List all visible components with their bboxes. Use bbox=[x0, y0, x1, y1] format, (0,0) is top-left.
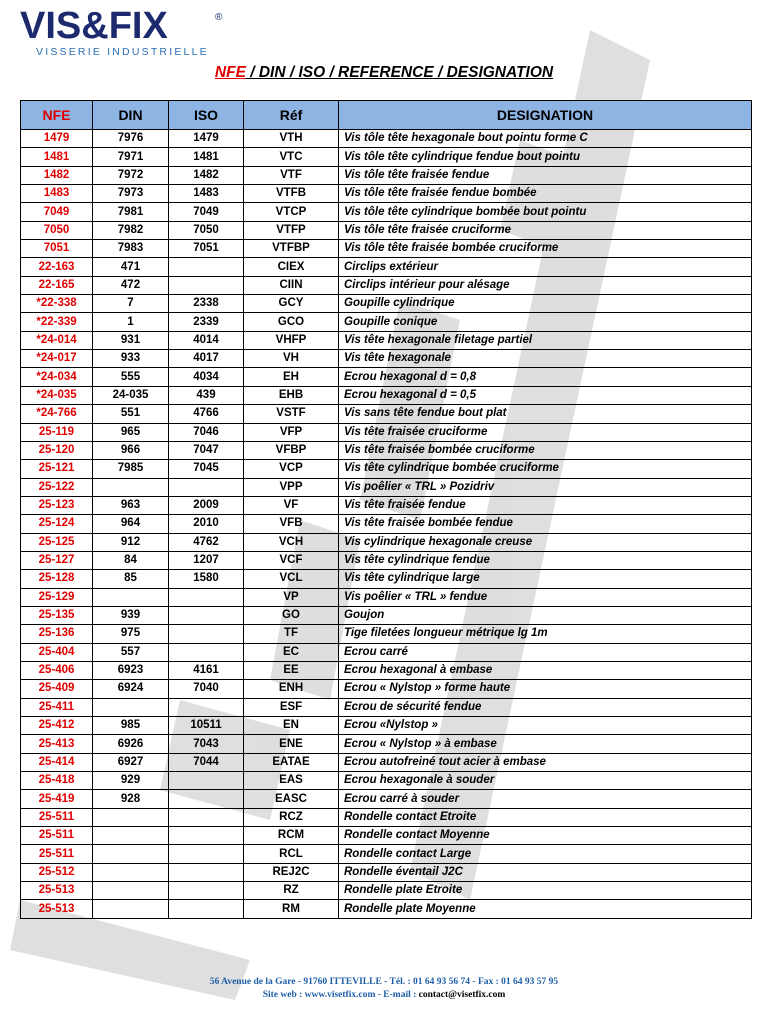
table-row bbox=[21, 460, 752, 478]
cell-ref: VCH bbox=[244, 533, 339, 551]
footer-address: 56 Avenue de la Gare - 91760 ITTEVILLE - Tél. : 01 64 93 56 74 - Fax : 01 64 93 57 95 bbox=[209, 977, 559, 987]
cell-iso bbox=[169, 606, 244, 624]
cell-ref: RZ bbox=[244, 882, 339, 900]
cell-ref: EAS bbox=[244, 772, 339, 790]
cell-nfe: 25-418 bbox=[21, 772, 93, 790]
cell-designation: Rondelle contact Moyenne bbox=[339, 827, 752, 845]
cell-nfe: 25-127 bbox=[21, 551, 93, 569]
cell-designation: Ecrou de sécurité fendue bbox=[339, 698, 752, 716]
cell-designation: Vis poêlier « TRL » Pozidriv bbox=[339, 478, 752, 496]
table-row bbox=[21, 331, 752, 349]
cell-din: 912 bbox=[93, 533, 169, 551]
cell-din: 555 bbox=[93, 368, 169, 386]
table-row bbox=[21, 827, 752, 845]
cell-ref: EE bbox=[244, 661, 339, 679]
table-row bbox=[21, 441, 752, 459]
table-row bbox=[21, 661, 752, 679]
cell-iso: 7051 bbox=[169, 240, 244, 258]
cell-ref: GCO bbox=[244, 313, 339, 331]
table-row bbox=[21, 606, 752, 624]
cell-ref: VCL bbox=[244, 570, 339, 588]
table-row bbox=[21, 423, 752, 441]
cell-din: 931 bbox=[93, 331, 169, 349]
cell-iso: 4766 bbox=[169, 405, 244, 423]
cell-din: 7973 bbox=[93, 185, 169, 203]
cell-iso bbox=[169, 588, 244, 606]
cell-iso: 7046 bbox=[169, 423, 244, 441]
table-row bbox=[21, 368, 752, 386]
table-row bbox=[21, 772, 752, 790]
cell-designation: Rondelle contact Etroite bbox=[339, 808, 752, 826]
cell-designation: Ecrou «Nylstop » bbox=[339, 717, 752, 735]
cell-din: 1 bbox=[93, 313, 169, 331]
cell-designation: Vis tôle tête hexagonale bout pointu forme C bbox=[339, 130, 752, 148]
logo-registered-mark: ® bbox=[215, 12, 223, 23]
cell-nfe: 25-135 bbox=[21, 606, 93, 624]
page-title bbox=[0, 64, 768, 82]
title-rest: / DIN / ISO / REFERENCE / DESIGNATION bbox=[245, 64, 554, 81]
table-row bbox=[21, 240, 752, 258]
cell-iso: 2338 bbox=[169, 295, 244, 313]
cell-ref: VPP bbox=[244, 478, 339, 496]
cell-ref: VTFP bbox=[244, 221, 339, 239]
cell-ref: CIIN bbox=[244, 276, 339, 294]
table-row bbox=[21, 588, 752, 606]
cell-nfe: 25-414 bbox=[21, 753, 93, 771]
cell-ref: VH bbox=[244, 350, 339, 368]
table-header-row bbox=[21, 101, 752, 130]
cell-ref: RM bbox=[244, 900, 339, 918]
cell-nfe: 25-511 bbox=[21, 808, 93, 826]
cell-ref: EATAE bbox=[244, 753, 339, 771]
cell-ref: VFB bbox=[244, 515, 339, 533]
cell-ref: VCP bbox=[244, 460, 339, 478]
cell-ref: VF bbox=[244, 496, 339, 514]
table-row bbox=[21, 900, 752, 918]
cell-nfe: 25-406 bbox=[21, 661, 93, 679]
cell-designation: Vis tête fraisée cruciforme bbox=[339, 423, 752, 441]
cell-designation: Vis tôle tête fraisée cruciforme bbox=[339, 221, 752, 239]
cell-din bbox=[93, 478, 169, 496]
cell-designation: Rondelle éventail J2C bbox=[339, 863, 752, 881]
table-row bbox=[21, 643, 752, 661]
cell-din: 7985 bbox=[93, 460, 169, 478]
cell-designation: Rondelle plate Etroite bbox=[339, 882, 752, 900]
cell-din: 6926 bbox=[93, 735, 169, 753]
cell-din: 85 bbox=[93, 570, 169, 588]
cell-nfe: *24-766 bbox=[21, 405, 93, 423]
cell-iso: 2009 bbox=[169, 496, 244, 514]
cell-din: 964 bbox=[93, 515, 169, 533]
cell-iso: 7040 bbox=[169, 680, 244, 698]
cell-designation: Vis tôle tête fraisée bombée cruciforme bbox=[339, 240, 752, 258]
cell-nfe: 7051 bbox=[21, 240, 93, 258]
table-row bbox=[21, 753, 752, 771]
table-row bbox=[21, 496, 752, 514]
table-row bbox=[21, 735, 752, 753]
table-row bbox=[21, 203, 752, 221]
cell-iso: 4034 bbox=[169, 368, 244, 386]
cell-ref: GCY bbox=[244, 295, 339, 313]
cell-ref: VTH bbox=[244, 130, 339, 148]
table-row bbox=[21, 680, 752, 698]
cell-designation: Goujon bbox=[339, 606, 752, 624]
cell-nfe: 25-404 bbox=[21, 643, 93, 661]
table-row bbox=[21, 386, 752, 404]
cell-nfe: *24-034 bbox=[21, 368, 93, 386]
cell-nfe: 25-128 bbox=[21, 570, 93, 588]
cell-ref: VP bbox=[244, 588, 339, 606]
cell-din: 985 bbox=[93, 717, 169, 735]
cell-nfe: 25-513 bbox=[21, 882, 93, 900]
cell-ref: VFP bbox=[244, 423, 339, 441]
cell-din: 24-035 bbox=[93, 386, 169, 404]
table-row bbox=[21, 625, 752, 643]
table-row bbox=[21, 845, 752, 863]
cell-ref: VTC bbox=[244, 148, 339, 166]
cell-nfe: *22-339 bbox=[21, 313, 93, 331]
cell-designation: Vis tête hexagonale filetage partiel bbox=[339, 331, 752, 349]
cell-ref: EN bbox=[244, 717, 339, 735]
cell-nfe: 7050 bbox=[21, 221, 93, 239]
cell-din bbox=[93, 827, 169, 845]
cell-din: 929 bbox=[93, 772, 169, 790]
cell-iso: 1207 bbox=[169, 551, 244, 569]
footer-website: Site web : www.visetfix.com - E-mail : bbox=[262, 990, 419, 1000]
cell-iso: 1479 bbox=[169, 130, 244, 148]
cell-designation: Vis tôle tête fraisée fendue bombée bbox=[339, 185, 752, 203]
table-row bbox=[21, 313, 752, 331]
header-iso: ISO bbox=[169, 101, 244, 130]
cell-din bbox=[93, 698, 169, 716]
cell-iso bbox=[169, 845, 244, 863]
cell-iso: 2010 bbox=[169, 515, 244, 533]
cell-designation: Vis tête cylindrique large bbox=[339, 570, 752, 588]
cell-ref: ESF bbox=[244, 698, 339, 716]
table-row bbox=[21, 130, 752, 148]
cell-designation: Tige filetées longueur métrique lg 1m bbox=[339, 625, 752, 643]
cell-din: 557 bbox=[93, 643, 169, 661]
cell-nfe: 1481 bbox=[21, 148, 93, 166]
cell-designation: Rondelle contact Large bbox=[339, 845, 752, 863]
cell-designation: Rondelle plate Moyenne bbox=[339, 900, 752, 918]
header-nfe: NFE bbox=[21, 101, 93, 130]
cell-nfe: 25-411 bbox=[21, 698, 93, 716]
cell-ref: ENH bbox=[244, 680, 339, 698]
cell-iso bbox=[169, 900, 244, 918]
cell-ref: CIEX bbox=[244, 258, 339, 276]
cell-din: 965 bbox=[93, 423, 169, 441]
cell-ref: RCL bbox=[244, 845, 339, 863]
cell-din: 84 bbox=[93, 551, 169, 569]
cell-nfe: 25-122 bbox=[21, 478, 93, 496]
cell-nfe: 7049 bbox=[21, 203, 93, 221]
cell-designation: Ecrou « Nylstop » à embase bbox=[339, 735, 752, 753]
cell-ref: VTFB bbox=[244, 185, 339, 203]
cell-designation: Ecrou hexagonale à souder bbox=[339, 772, 752, 790]
cell-ref: VSTF bbox=[244, 405, 339, 423]
title-nfe: NFE bbox=[214, 64, 246, 81]
cell-iso bbox=[169, 827, 244, 845]
cell-nfe: 25-123 bbox=[21, 496, 93, 514]
cell-nfe: 25-512 bbox=[21, 863, 93, 881]
cell-designation: Vis tête fraisée bombée fendue bbox=[339, 515, 752, 533]
cell-ref: RCZ bbox=[244, 808, 339, 826]
table-row bbox=[21, 350, 752, 368]
cell-iso: 2339 bbox=[169, 313, 244, 331]
cell-din: 551 bbox=[93, 405, 169, 423]
cell-iso: 7044 bbox=[169, 753, 244, 771]
cell-iso bbox=[169, 698, 244, 716]
cell-din: 7972 bbox=[93, 166, 169, 184]
cell-ref: VCF bbox=[244, 551, 339, 569]
cell-designation: Circlips extérieur bbox=[339, 258, 752, 276]
cell-nfe: *22-338 bbox=[21, 295, 93, 313]
cell-nfe: 25-419 bbox=[21, 790, 93, 808]
cell-iso: 7049 bbox=[169, 203, 244, 221]
cell-ref: REJ2C bbox=[244, 863, 339, 881]
cell-din: 7976 bbox=[93, 130, 169, 148]
cell-iso: 7045 bbox=[169, 460, 244, 478]
cell-din: 928 bbox=[93, 790, 169, 808]
cell-nfe: 1483 bbox=[21, 185, 93, 203]
cell-ref: VTCP bbox=[244, 203, 339, 221]
cell-designation: Goupille cylindrique bbox=[339, 295, 752, 313]
cell-ref: ENE bbox=[244, 735, 339, 753]
cell-iso: 439 bbox=[169, 386, 244, 404]
cell-iso bbox=[169, 882, 244, 900]
cell-designation: Vis poêlier « TRL » fendue bbox=[339, 588, 752, 606]
cell-designation: Ecrou « Nylstop » forme haute bbox=[339, 680, 752, 698]
cell-nfe: 1482 bbox=[21, 166, 93, 184]
cell-designation: Vis tête cylindrique fendue bbox=[339, 551, 752, 569]
cell-nfe: *24-017 bbox=[21, 350, 93, 368]
table-row bbox=[21, 295, 752, 313]
cell-iso: 1483 bbox=[169, 185, 244, 203]
cell-nfe: 25-412 bbox=[21, 717, 93, 735]
cell-designation: Ecrou carré à souder bbox=[339, 790, 752, 808]
cell-designation: Ecrou hexagonal à embase bbox=[339, 661, 752, 679]
cell-designation: Vis tête cylindrique bombée cruciforme bbox=[339, 460, 752, 478]
table-row bbox=[21, 882, 752, 900]
cell-ref: EASC bbox=[244, 790, 339, 808]
table-row bbox=[21, 166, 752, 184]
header-designation: DESIGNATION bbox=[339, 101, 752, 130]
cell-nfe: 25-136 bbox=[21, 625, 93, 643]
cell-nfe: 25-119 bbox=[21, 423, 93, 441]
table-row bbox=[21, 551, 752, 569]
cell-din: 6923 bbox=[93, 661, 169, 679]
cell-din: 939 bbox=[93, 606, 169, 624]
footer-contact bbox=[0, 990, 768, 1000]
cell-din: 7982 bbox=[93, 221, 169, 239]
cell-designation: Goupille conique bbox=[339, 313, 752, 331]
cell-din bbox=[93, 900, 169, 918]
header-ref: Réf bbox=[244, 101, 339, 130]
cell-designation: Vis tôle tête fraisée fendue bbox=[339, 166, 752, 184]
table-row bbox=[21, 276, 752, 294]
table-row bbox=[21, 863, 752, 881]
cell-din: 7971 bbox=[93, 148, 169, 166]
cell-designation: Vis tête hexagonale bbox=[339, 350, 752, 368]
cell-din: 6924 bbox=[93, 680, 169, 698]
cell-ref: VTF bbox=[244, 166, 339, 184]
cell-ref: VFBP bbox=[244, 441, 339, 459]
cell-nfe: *24-035 bbox=[21, 386, 93, 404]
cell-designation: Vis sans tête fendue bout plat bbox=[339, 405, 752, 423]
cell-designation: Vis tôle tête cylindrique bombée bout pointu bbox=[339, 203, 752, 221]
cell-din bbox=[93, 588, 169, 606]
cell-nfe: 25-409 bbox=[21, 680, 93, 698]
cell-iso: 7043 bbox=[169, 735, 244, 753]
cell-iso: 4762 bbox=[169, 533, 244, 551]
table-row bbox=[21, 515, 752, 533]
cell-nfe: *24-014 bbox=[21, 331, 93, 349]
cell-designation: Circlips intérieur pour alésage bbox=[339, 276, 752, 294]
cell-designation: Ecrou autofreiné tout acier à embase bbox=[339, 753, 752, 771]
cell-din: 7983 bbox=[93, 240, 169, 258]
cell-nfe: 25-413 bbox=[21, 735, 93, 753]
cell-iso: 1482 bbox=[169, 166, 244, 184]
table-row bbox=[21, 148, 752, 166]
company-logo bbox=[20, 6, 230, 58]
cell-din: 933 bbox=[93, 350, 169, 368]
cell-nfe: 22-163 bbox=[21, 258, 93, 276]
cell-iso bbox=[169, 258, 244, 276]
table-row bbox=[21, 221, 752, 239]
footer-email: contact@visetfix.com bbox=[418, 990, 506, 1000]
cell-nfe: 25-124 bbox=[21, 515, 93, 533]
cell-ref: VHFP bbox=[244, 331, 339, 349]
logo-subtitle: VISSERIE INDUSTRIELLE bbox=[36, 46, 209, 58]
cell-designation: Vis tête fraisée bombée cruciforme bbox=[339, 441, 752, 459]
cell-din bbox=[93, 845, 169, 863]
cell-ref: TF bbox=[244, 625, 339, 643]
cell-din bbox=[93, 882, 169, 900]
cell-nfe: 25-129 bbox=[21, 588, 93, 606]
cell-iso: 7050 bbox=[169, 221, 244, 239]
cell-designation: Ecrou hexagonal d = 0,5 bbox=[339, 386, 752, 404]
cell-designation: Vis tôle tête cylindrique fendue bout pointu bbox=[339, 148, 752, 166]
cell-iso bbox=[169, 643, 244, 661]
cell-designation: Vis tête fraisée fendue bbox=[339, 496, 752, 514]
cell-din bbox=[93, 808, 169, 826]
cell-nfe: 25-125 bbox=[21, 533, 93, 551]
cell-ref: EHB bbox=[244, 386, 339, 404]
cell-iso bbox=[169, 790, 244, 808]
cell-nfe: 1479 bbox=[21, 130, 93, 148]
cell-nfe: 25-513 bbox=[21, 900, 93, 918]
cell-iso bbox=[169, 478, 244, 496]
cell-ref: VTFBP bbox=[244, 240, 339, 258]
table-row bbox=[21, 405, 752, 423]
table-row bbox=[21, 698, 752, 716]
cell-nfe: 25-511 bbox=[21, 827, 93, 845]
cell-nfe: 22-165 bbox=[21, 276, 93, 294]
cell-din: 7981 bbox=[93, 203, 169, 221]
cell-din: 7 bbox=[93, 295, 169, 313]
logo-text: VIS&FIX bbox=[20, 5, 168, 47]
table-row bbox=[21, 533, 752, 551]
cell-iso: 4014 bbox=[169, 331, 244, 349]
cell-iso bbox=[169, 808, 244, 826]
table-row bbox=[21, 717, 752, 735]
cell-din: 966 bbox=[93, 441, 169, 459]
header-din: DIN bbox=[93, 101, 169, 130]
cell-iso bbox=[169, 625, 244, 643]
cell-iso: 1481 bbox=[169, 148, 244, 166]
cell-din bbox=[93, 863, 169, 881]
cell-din: 472 bbox=[93, 276, 169, 294]
cell-iso: 10511 bbox=[169, 717, 244, 735]
cell-iso: 4161 bbox=[169, 661, 244, 679]
cell-ref: GO bbox=[244, 606, 339, 624]
cell-iso bbox=[169, 772, 244, 790]
cell-designation: Ecrou hexagonal d = 0,8 bbox=[339, 368, 752, 386]
table-row bbox=[21, 790, 752, 808]
table-row bbox=[21, 570, 752, 588]
table-row bbox=[21, 808, 752, 826]
cell-nfe: 25-511 bbox=[21, 845, 93, 863]
cell-designation: Vis cylindrique hexagonale creuse bbox=[339, 533, 752, 551]
cell-iso bbox=[169, 276, 244, 294]
cell-iso: 1580 bbox=[169, 570, 244, 588]
cell-nfe: 25-121 bbox=[21, 460, 93, 478]
cell-iso: 7047 bbox=[169, 441, 244, 459]
table-row bbox=[21, 258, 752, 276]
cell-ref: EC bbox=[244, 643, 339, 661]
cell-din: 471 bbox=[93, 258, 169, 276]
cell-designation: Ecrou carré bbox=[339, 643, 752, 661]
cell-iso bbox=[169, 863, 244, 881]
cell-ref: EH bbox=[244, 368, 339, 386]
cell-din: 6927 bbox=[93, 753, 169, 771]
cell-ref: RCM bbox=[244, 827, 339, 845]
cell-nfe: 25-120 bbox=[21, 441, 93, 459]
reference-table bbox=[20, 100, 752, 919]
cell-din: 963 bbox=[93, 496, 169, 514]
cell-din: 975 bbox=[93, 625, 169, 643]
table-row bbox=[21, 478, 752, 496]
cell-iso: 4017 bbox=[169, 350, 244, 368]
table-row bbox=[21, 185, 752, 203]
